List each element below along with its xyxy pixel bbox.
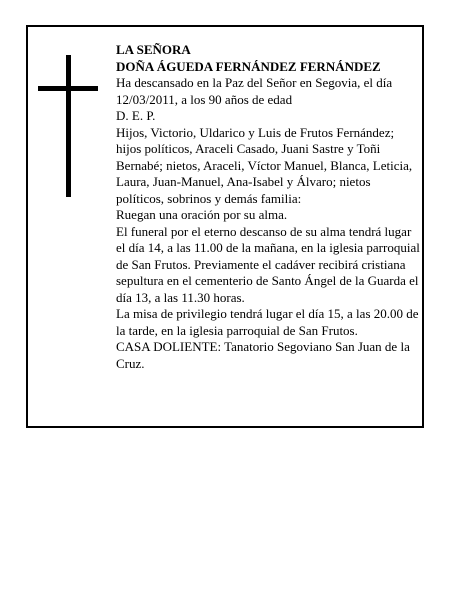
family-members: Hijos, Victorio, Uldarico y Luis de Frutos Fernández; hijos políticos, Araceli Casado, Juani Sastre y Toñi Bernabé; nietos, Araceli, Víctor Manuel, Blanca, Leticia, Laura, Juan-Manuel, Ana-Isabel y Álvaro; nietos políticos, sobrinos y demás familia:: [116, 124, 413, 206]
deceased-name: DOÑA ÁGUEDA FERNÁNDEZ FERNÁNDEZ: [116, 58, 381, 74]
obituary-notice: [26, 25, 424, 428]
rip: D. E. P.: [116, 108, 156, 123]
mass-details: La misa de privilegio tendrá lugar el día 15, a las 20.00 de la tarde, en la iglesia parroquial de San Frutos.: [116, 306, 419, 338]
funeral-details: El funeral por el eterno descanso de su alma tendrá lugar el día 14, a las 11.00 de la mañana, en la iglesia parroquial de San Frutos. Previamente el cadáver recibirá cristiana sepultura en el cementerio de Santo Ángel de la Guarda el día 13, a las 11.30 horas.: [116, 223, 420, 305]
death-announcement: Ha descansado en la Paz del Señor en Segovia, el día 12/03/2011, a los 90 años de edad: [116, 75, 393, 107]
cross-icon: [38, 55, 98, 197]
honorific: LA SEÑORA: [116, 42, 191, 57]
mourning-house: CASA DOLIENTE: Tanatorio Segoviano San Juan de la Cruz.: [116, 339, 410, 371]
prayer-request: Ruegan una oración por su alma.: [116, 207, 288, 222]
notice-body: [116, 42, 420, 372]
